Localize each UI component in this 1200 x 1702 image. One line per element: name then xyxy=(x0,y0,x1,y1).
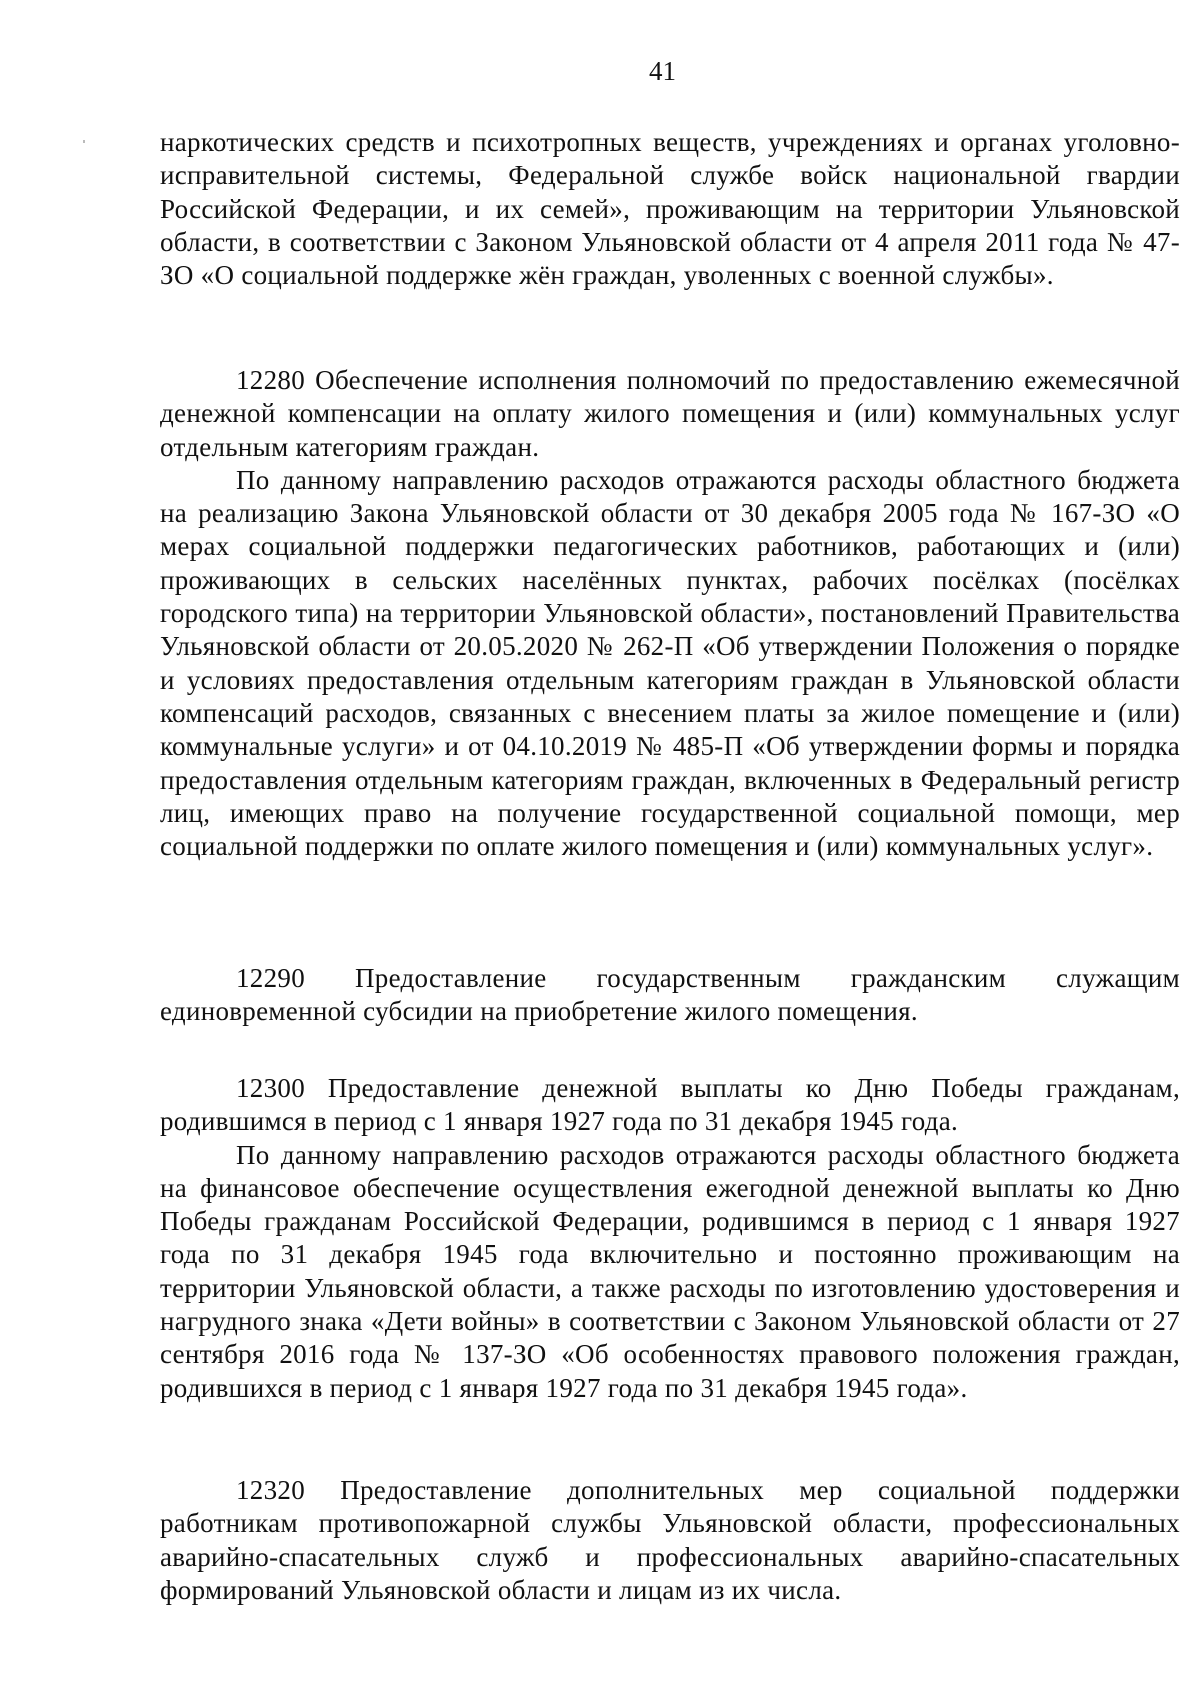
paragraph-block-12290 xyxy=(160,962,1180,1029)
paragraph-block-12280 xyxy=(160,364,1180,863)
heading-12300: 12300 Предоставление денежной выплаты ко Дню Победы гражданам, родившимся в период с 1 января 1927 года по 31 декабря 1945 года. xyxy=(160,1073,1180,1137)
page-number: 41 xyxy=(649,56,676,86)
paragraph-block-continuation xyxy=(160,126,1180,292)
paragraph-block-12320 xyxy=(160,1474,1180,1607)
heading-12320: 12320 Предоставление дополнительных мер социальной поддержки работникам противопожарной службы Ульяновской области, профессиональных аварийно-спасательных служб и профессиональных аварийно-спасательных формирований Ульяновской области и лицам из их числа. xyxy=(160,1475,1180,1605)
paragraph-block-12300 xyxy=(160,1072,1180,1405)
paragraph-12300-description: По данному направлению расходов отражаются расходы областного бюджета на финансовое обеспечение осуществления ежегодной денежной выплаты ко Дню Победы гражданам Российской Федерации, родившимся в период с 1 января 1927 года по 31 декабря 1945 года включительно и постоянно проживающим на территории Ульяновской области, а также расходы по изготовлению удостоверения и нагрудного знака «Дети войны» в соответствии с Законом Ульяновской области от 27 сентября 2016 года № 137-ЗО «Об особенностях правового положения граждан, родившихся в период с 1 января 1927 года по 31 декабря 1945 года». xyxy=(160,1139,1180,1403)
heading-12280: 12280 Обеспечение исполнения полномочий по предоставлению ежемесячной денежной компенсации на оплату жилого помещения и (или) коммунальных услуг отдельным категориям граждан. xyxy=(160,365,1180,462)
heading-12290: 12290 Предоставление государственным гражданским служащим единовременной субсидии на приобретение жилого помещения. xyxy=(160,963,1180,1027)
scan-artifact xyxy=(83,140,85,143)
paragraph-continuation: наркотических средств и психотропных веществ, учреждениях и органах уголовно-исправительной системы, Федеральной службе войск национальной гвардии Российской Федерации, и их семей», проживающим на территории Ульяновской области, в соответствии с Законом Ульяновской области от 4 апреля 2011 года № 47-ЗО «О социальной поддержке жён граждан, уволенных с военной службы». xyxy=(160,127,1180,291)
paragraph-12280-description: По данному направлению расходов отражаются расходы областного бюджета на реализацию Закона Ульяновской области от 30 декабря 2005 года № 167-ЗО «О мерах социальной поддержки педагогических работников, работающих и (или) проживающих в сельских населённых пунктах, рабочих посёлках (посёлках городского типа) на территории Ульяновской области», постановлений Правительства Ульяновской области от 20.05.2020 № 262-П «Об утверждении Положения о порядке и условиях предоставления отдельным категориям граждан в Ульяновской области компенсаций расходов, связанных с внесением платы за жилое помещение и (или) коммунальные услуги» и от 04.10.2019 № 485-П «Об утверждении формы и порядка предоставления отдельным категориям граждан, включенных в Федеральный регистр лиц, имеющих право на получение государственной социальной помощи, мер социальной поддержки по оплате жилого помещения и (или) коммунальных услуг». xyxy=(160,464,1180,862)
